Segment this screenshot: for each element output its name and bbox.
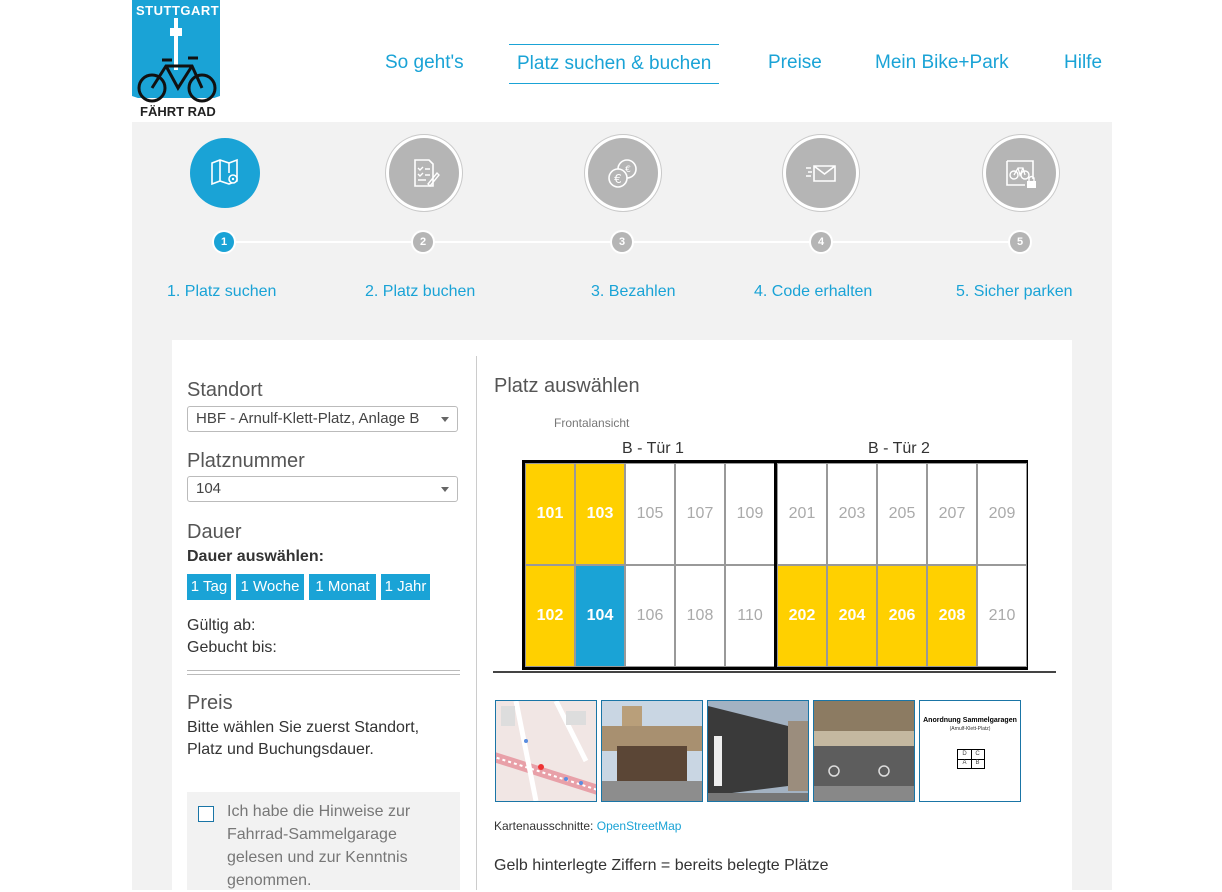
parking-slot-106[interactable]: 106 (625, 565, 675, 667)
platz-auswaehlen-heading: Platz auswählen (494, 375, 640, 397)
garage-cell: A (958, 759, 972, 768)
garage-layout-diagram (957, 749, 985, 769)
garage-cell: D (958, 750, 972, 760)
nav-preise[interactable]: Preise (768, 52, 822, 73)
door-1-label: B - Tür 1 (622, 440, 684, 457)
parking-slot-207[interactable]: 207 (927, 463, 977, 565)
standort-heading: Standort (187, 379, 263, 401)
nav-so-gehts[interactable]: So geht's (385, 52, 464, 73)
garage-cell: C (971, 750, 984, 760)
preis-heading: Preis (187, 692, 233, 714)
dauer-select-label: Dauer auswählen: (187, 548, 324, 565)
map-credit (494, 819, 681, 833)
map-credit-prefix: Kartenausschnitte: (494, 819, 597, 833)
terms-line: gelesen und zur Kenntnis (227, 849, 408, 866)
email-icon (805, 157, 837, 189)
terms-text[interactable] (227, 800, 447, 892)
map-thumbnail[interactable] (495, 700, 597, 802)
garage-layout-title: Anordnung Sammelgaragen (923, 717, 1017, 724)
step-4-circle[interactable] (786, 138, 856, 208)
legend-text: Gelb hinterlegte Ziffern = bereits belegte Plätze (494, 857, 829, 874)
parking-slot-205[interactable]: 205 (877, 463, 927, 565)
platznummer-heading: Platznummer (187, 450, 305, 472)
step-1-dot[interactable]: 1 (214, 232, 234, 252)
parking-slot-103[interactable]: 103 (575, 463, 625, 565)
door-separator (774, 463, 777, 667)
duration-1-jahr-button[interactable]: 1 Jahr (381, 574, 430, 600)
chevron-down-icon (441, 487, 449, 492)
garage-layout-thumbnail[interactable] (919, 700, 1021, 802)
standort-select[interactable] (187, 406, 458, 432)
step-2-dot[interactable]: 2 (413, 232, 433, 252)
step-5-dot[interactable]: 5 (1010, 232, 1030, 252)
logo-bottom-text: FÄHRT RAD (140, 104, 216, 119)
parking-slot-203[interactable]: 203 (827, 463, 877, 565)
parking-slot-grid (522, 460, 1028, 670)
svg-text:€: € (625, 165, 631, 175)
door-2-label: B - Tür 2 (868, 440, 930, 457)
garage-cell: B (975, 760, 980, 766)
terms-line: Fahrrad-Sammelgarage (227, 826, 397, 843)
gebucht-bis-label: Gebucht bis: (187, 639, 277, 656)
logo-top-text: STUTTGART (136, 3, 220, 18)
parking-slot-102[interactable]: 102 (525, 565, 575, 667)
terms-checkbox[interactable] (198, 806, 214, 822)
platznummer-value: 104 (196, 480, 222, 497)
main-navigation (0, 44, 1222, 84)
step-1-circle[interactable] (190, 138, 260, 208)
checklist-icon (408, 157, 440, 189)
terms-line: genommen. (227, 872, 312, 889)
parking-slot-107[interactable]: 107 (675, 463, 725, 565)
frontalansicht-label: Frontalansicht (554, 416, 630, 430)
euro-coins-icon (607, 157, 639, 189)
parking-slot-109[interactable]: 109 (725, 463, 775, 565)
step-3-circle[interactable] (588, 138, 658, 208)
dauer-heading: Dauer (187, 521, 242, 543)
parking-slot-208[interactable]: 208 (927, 565, 977, 667)
parking-slot-108[interactable]: 108 (675, 565, 725, 667)
form-separator (187, 670, 460, 675)
map-icon (209, 157, 241, 189)
step-2-circle[interactable] (389, 138, 459, 208)
step-2-label[interactable]: 2. Platz buchen (365, 283, 476, 300)
parking-slot-210[interactable]: 210 (977, 565, 1027, 667)
parking-slot-104[interactable]: 104 (575, 565, 625, 667)
step-3-dot[interactable]: 3 (612, 232, 632, 252)
parking-slot-209[interactable]: 209 (977, 463, 1027, 565)
parking-slot-206[interactable]: 206 (877, 565, 927, 667)
nav-platz-suchen-buchen[interactable]: Platz suchen & buchen (509, 44, 719, 84)
parking-slot-105[interactable]: 105 (625, 463, 675, 565)
bike-lock-icon (1005, 157, 1037, 189)
platznummer-select[interactable] (187, 476, 458, 502)
standort-value: HBF - Arnulf-Klett-Platz, Anlage B (196, 410, 420, 427)
duration-1-monat-button[interactable]: 1 Monat (309, 574, 376, 600)
gueltig-ab-label: Gültig ab: (187, 617, 256, 634)
parking-slot-202[interactable]: 202 (777, 565, 827, 667)
svg-text:€: € (614, 172, 622, 186)
step-1-label[interactable]: 1. Platz suchen (167, 283, 277, 300)
step-5-circle[interactable] (986, 138, 1056, 208)
parking-slot-101[interactable]: 101 (525, 463, 575, 565)
parking-slot-204[interactable]: 204 (827, 565, 877, 667)
chevron-down-icon (441, 417, 449, 422)
duration-1-tag-button[interactable]: 1 Tag (187, 574, 231, 600)
parking-slot-110[interactable]: 110 (725, 565, 775, 667)
photo-thumbnail-station[interactable] (601, 700, 703, 802)
nav-hilfe[interactable]: Hilfe (1064, 52, 1103, 73)
ground-line (493, 671, 1056, 673)
openstreetmap-link[interactable]: OpenStreetMap (596, 819, 682, 833)
step-4-dot[interactable]: 4 (811, 232, 831, 252)
preis-text-line-2: Platz und Buchungsdauer. (187, 741, 374, 758)
terms-line: Ich habe die Hinweise zur (227, 803, 411, 820)
garage-layout-subtitle: (Arnulf-Klett-Platz) (949, 726, 991, 732)
step-4-label[interactable]: 4. Code erhalten (754, 283, 873, 300)
photo-thumbnail-garage-side[interactable] (707, 700, 809, 802)
parking-slot-201[interactable]: 201 (777, 463, 827, 565)
preis-text-line-1: Bitte wählen Sie zuerst Standort, (187, 719, 420, 736)
step-5-label[interactable]: 5. Sicher parken (956, 283, 1073, 300)
photo-thumbnail-garage-front[interactable] (813, 700, 915, 802)
step-3-label[interactable]: 3. Bezahlen (591, 283, 676, 300)
nav-mein-bike-park[interactable]: Mein Bike+Park (875, 52, 1009, 73)
duration-1-woche-button[interactable]: 1 Woche (236, 574, 304, 600)
panel-divider (476, 356, 477, 890)
